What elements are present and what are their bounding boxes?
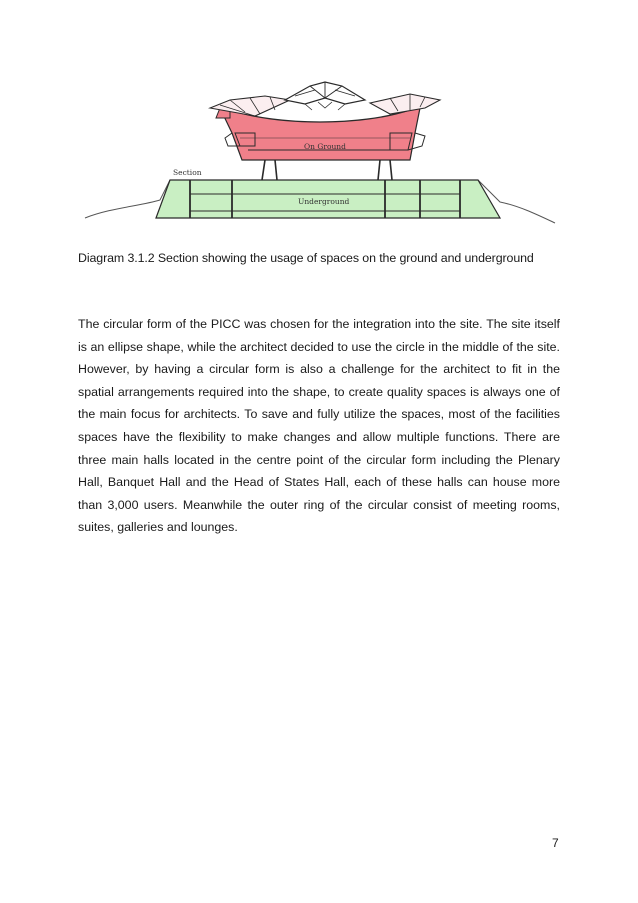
on-ground-label: On Ground: [304, 142, 346, 151]
roof-right: [370, 94, 440, 114]
underground-label: Underground: [298, 197, 350, 206]
body-paragraph: The circular form of the PICC was chosen for the integration into the site. The site itself is an ellipse shape, while the architect decided to use the circle in the middle of the site. However, by having a circular form is also a challenge for the architect to fit in the spatial arrangements required into the shape, to create quality spaces is always one of the main focus for architects. To save and fully utilize the spaces, most of the facilities spaces have the flexibility to make changes and allow multiple functions. There are three main halls located in the centre point of the circular form including the Plenary Hall, Banquet Hall and the Head of States Hall, each of these halls can house more than 3,000 users. Meanwhile the outer ring of the circular consist of meeting rooms, suites, galleries and lounges.: [78, 317, 560, 535]
section-label: Section: [173, 168, 202, 177]
section-diagram: [80, 78, 560, 238]
figure-caption: Diagram 3.1.2 Section showing the usage of spaces on the ground and underground: [78, 251, 534, 265]
right-wing: [390, 133, 412, 150]
page-number: 7: [552, 836, 559, 850]
